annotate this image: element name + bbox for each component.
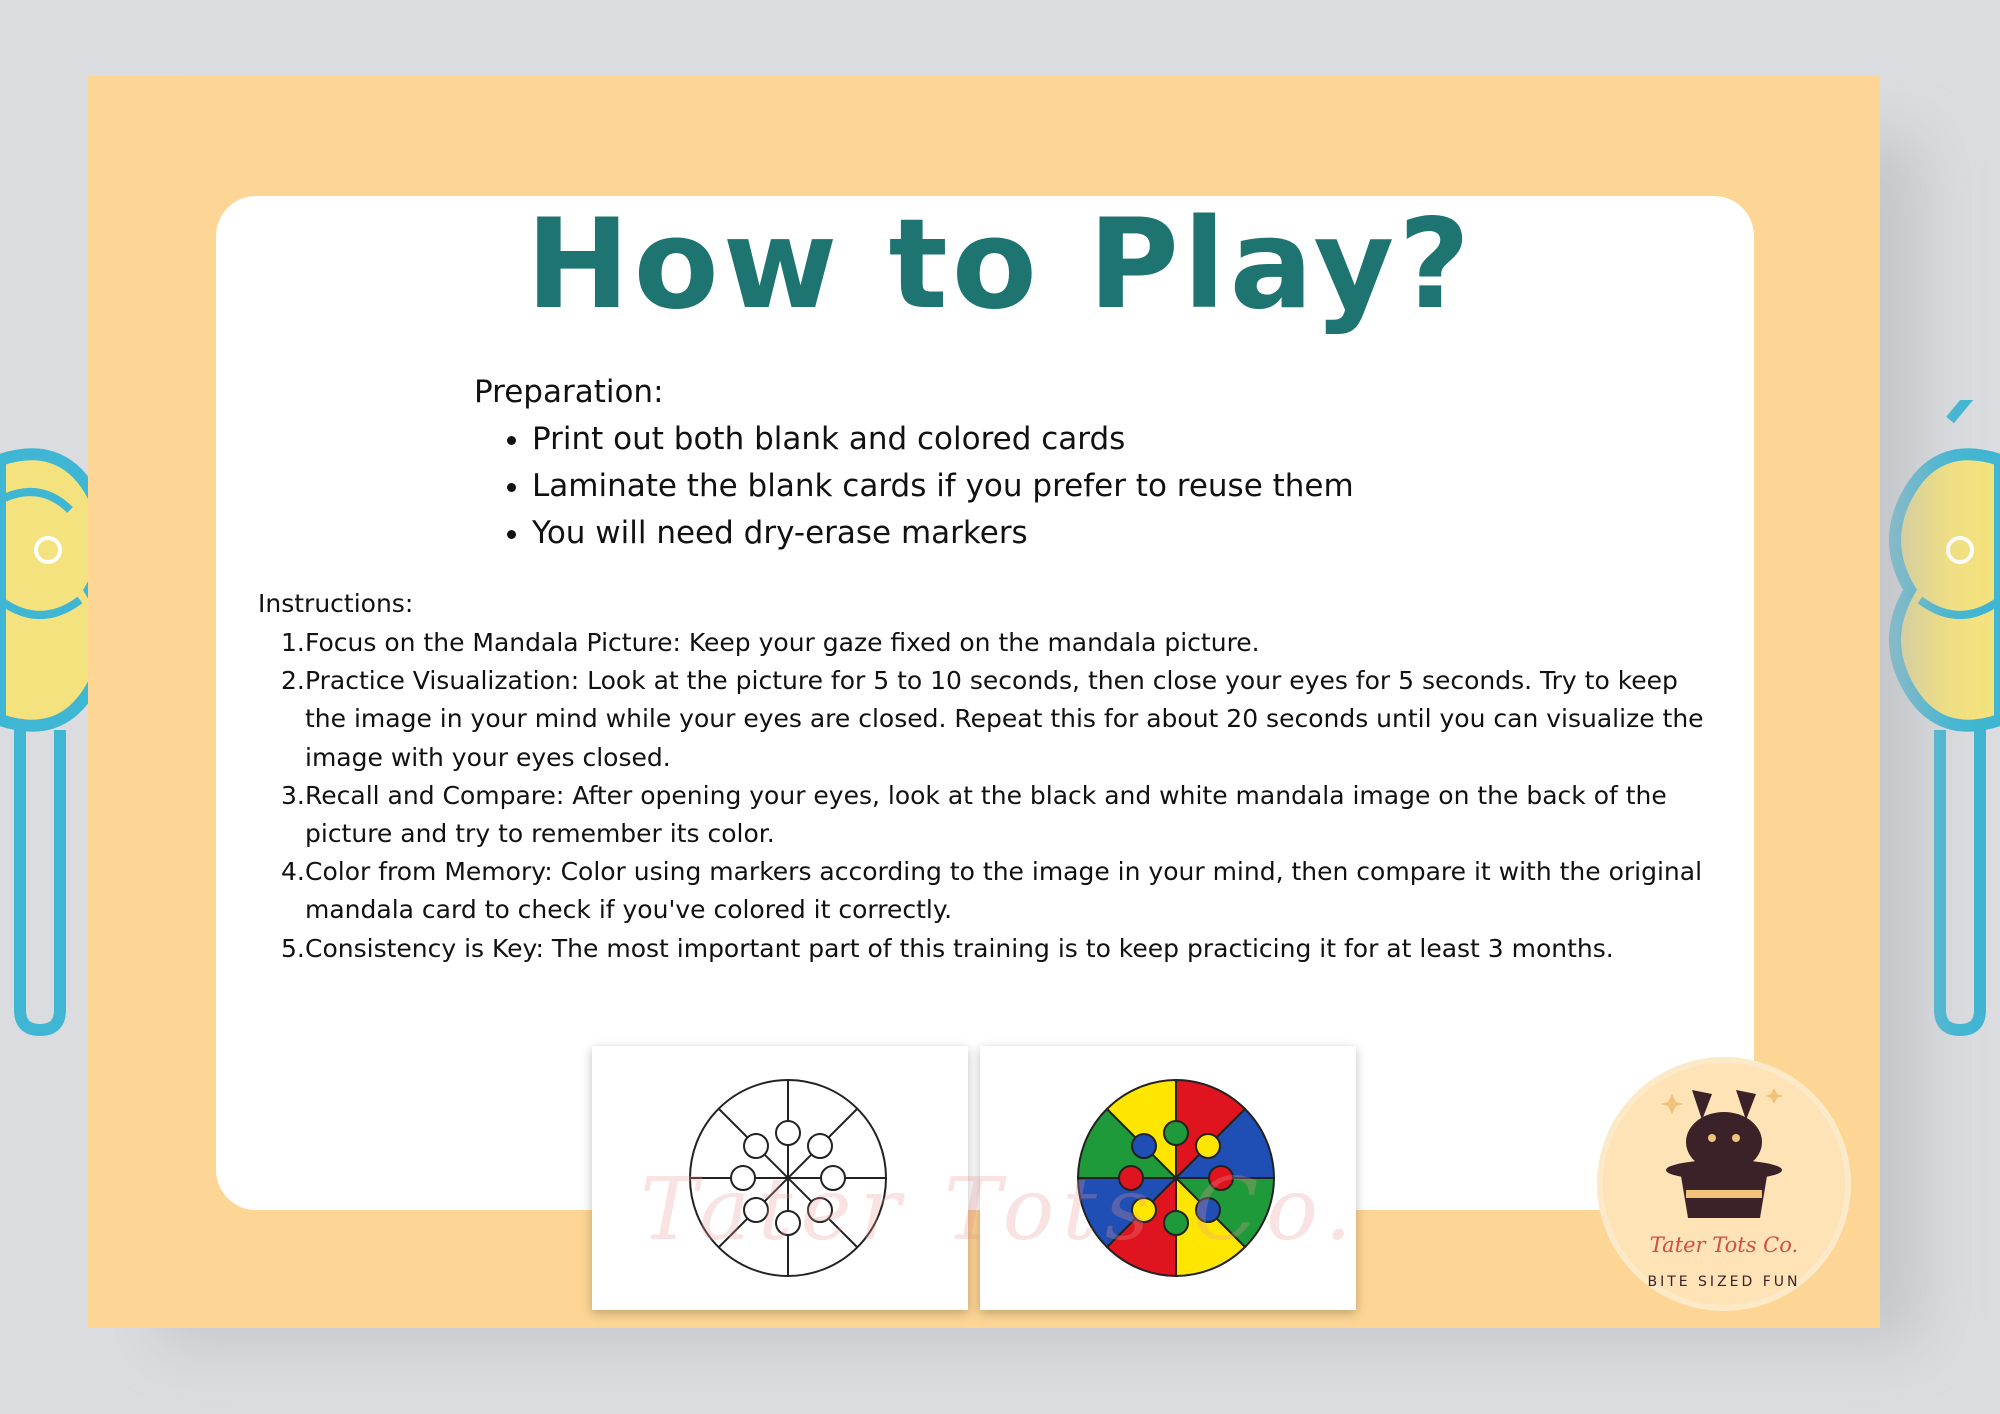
instruction-item xyxy=(281,777,1725,853)
instruction-text: Focus on the Mandala Picture: Keep your gaze fixed on the mandala picture. xyxy=(305,628,1260,657)
instruction-item xyxy=(281,930,1725,968)
instruction-text: Practice Visualization: Look at the picture for 5 to 10 seconds, then close your eyes for 5 seconds. Try to keep the image in your mind while your eyes are closed. Repeat this for about 20 seconds until you can visualize the image with your eyes closed. xyxy=(305,666,1704,772)
watermark: Tater Tots Co. xyxy=(640,1160,1360,1260)
instruction-number: 5. xyxy=(281,933,305,963)
instruction-number: 1. xyxy=(281,628,305,657)
instruction-item xyxy=(281,662,1725,777)
instruction-item xyxy=(281,624,1725,662)
page-title: How to Play? xyxy=(525,193,1475,337)
instruction-text: Color from Memory: Color using markers according to the image in your mind, then compare it with the original mandala card to check if you've colored it correctly. xyxy=(305,857,1703,925)
preparation-heading: Preparation: xyxy=(474,374,664,410)
instructions-heading: Instructions: xyxy=(258,589,414,618)
instruction-item xyxy=(281,853,1725,929)
brand-logo xyxy=(1594,1054,1854,1314)
instruction-text: Consistency is Key: The most important part of this training is to keep practicing it for at least 3 months. xyxy=(305,933,1614,963)
preparation-item: • Print out both blank and colored cards xyxy=(532,416,1354,463)
instruction-number: 4. xyxy=(281,857,305,887)
instruction-number: 3. xyxy=(281,780,305,810)
instruction-number: 2. xyxy=(281,666,305,696)
instruction-text: Recall and Compare: After opening your eyes, look at the black and white mandala image on the back of the picture and try to remember its color. xyxy=(305,780,1667,849)
logo-tagline-text: BITE SIZED FUN xyxy=(1647,1274,1801,1290)
instructions-list xyxy=(281,624,1725,968)
preparation-item: • Laminate the blank cards if you prefer to reuse them xyxy=(532,463,1354,510)
logo-brand-text: Tater Tots Co. xyxy=(1649,1233,1799,1257)
preparation-item: • You will need dry-erase markers xyxy=(532,510,1354,557)
preparation-list xyxy=(494,416,1354,557)
